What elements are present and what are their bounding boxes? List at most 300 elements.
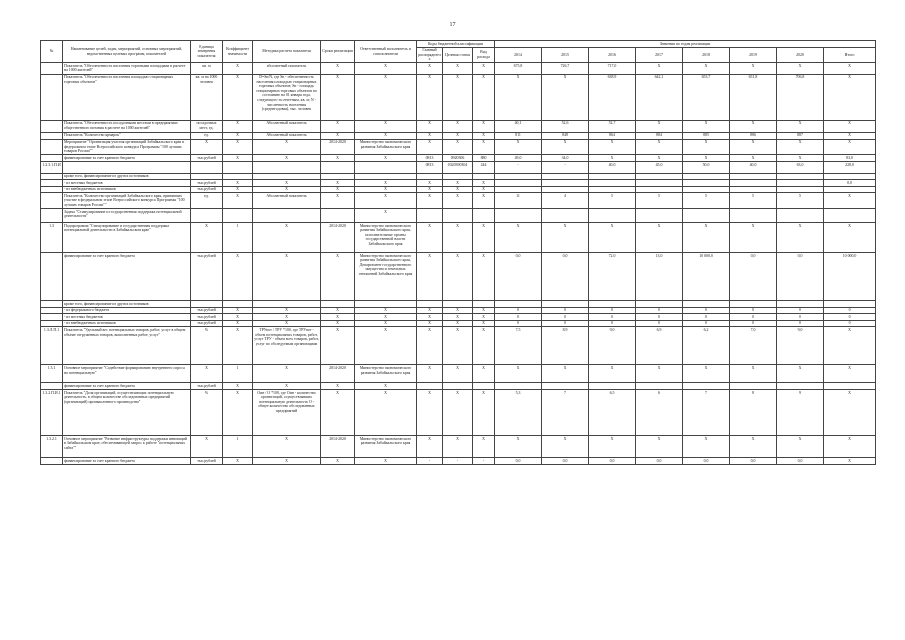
row-value-year: X — [777, 223, 824, 253]
row-term — [321, 162, 355, 173]
row-resp: X — [355, 209, 417, 223]
row-value-year — [495, 383, 542, 390]
table-row — [41, 458, 876, 465]
table-row — [41, 193, 876, 209]
row-method: Оин / О *100, где Оин - количество организаций, осуществлявших потенциальную деятельность О - общее количество обследованных предприятий — [253, 390, 321, 436]
row-unit: тыс.рублей — [191, 307, 223, 314]
row-value-year: 0 — [542, 314, 589, 321]
row-value-year: 0,0 — [683, 458, 730, 465]
row-name: кроме того, финансирование из других источников: — [63, 301, 191, 308]
row-num — [41, 209, 63, 223]
row-value-year: 34,0 — [542, 155, 589, 162]
row-code-vr: X — [473, 120, 495, 132]
row-value-year: 6 — [636, 390, 683, 436]
row-value-year: 0 — [589, 307, 636, 314]
row-value-year: - — [495, 162, 542, 173]
table-row — [41, 383, 876, 390]
row-value-year: 45,0 — [636, 162, 683, 173]
row-value-year — [777, 209, 824, 223]
row-value-year: 0 — [683, 307, 730, 314]
row-resp: Министерство экономического развития Забайкальского края — [355, 365, 417, 383]
row-unit: кв. м — [191, 63, 223, 74]
row-term: X — [321, 63, 355, 74]
row-name: Показатель "Обеспеченность населения торговыми площадями в расчете на 1000 жителей" — [63, 63, 191, 74]
row-value-total: 0 — [824, 320, 876, 327]
table-row — [41, 223, 876, 253]
row-value-year: 63,0 — [777, 162, 824, 173]
row-method: X — [253, 436, 321, 458]
row-name: Основное мероприятие "Развитие инфраструктуры поддержки инноваций в Забайкальском крае, обеспечивающей запрос к работе "потенциальных сайта"" — [63, 436, 191, 458]
row-value-year: X — [589, 365, 636, 383]
row-coef: X — [223, 390, 253, 436]
row-value-year — [683, 209, 730, 223]
row-value-total: X — [824, 365, 876, 383]
row-value-total — [824, 383, 876, 390]
row-method: X — [253, 365, 321, 383]
row-term: 2014-2020 — [321, 365, 355, 383]
row-value-year — [730, 186, 777, 193]
row-coef — [223, 301, 253, 308]
row-coef: X — [223, 320, 253, 327]
row-term: X — [321, 253, 355, 301]
table-row — [41, 320, 876, 327]
row-method: Абсолютный показатель — [253, 132, 321, 139]
row-value-year: 4 — [542, 193, 589, 209]
row-code-grbs — [417, 209, 443, 223]
row-num — [41, 383, 63, 390]
row-value-year: 5 — [589, 193, 636, 209]
row-method — [253, 209, 321, 223]
row-value-year: 0 — [495, 320, 542, 327]
row-value-year — [495, 173, 542, 180]
row-value-year: X — [542, 223, 589, 253]
row-code-vr: 880 — [473, 155, 495, 162]
row-method: D=Sn/N, где Sn - обеспеченность населения площадью стационарных торговых объектов; Sn - площадь стационарных торговых объектов по состоянию на 01 января года, следующего за отчетным, кв. м; N - численность населения (среднегодовая), тыс. человек — [253, 74, 321, 120]
row-value-year: 0 — [542, 320, 589, 327]
row-value-year: 6,2 — [683, 327, 730, 365]
row-term: X — [321, 458, 355, 465]
header-method: Методика расчета показателя — [253, 41, 321, 63]
row-value-year — [730, 209, 777, 223]
row-resp: X — [355, 186, 417, 193]
row-value-year: X — [730, 155, 777, 162]
row-code-cs: X — [443, 139, 473, 155]
row-value-total: X — [824, 193, 876, 209]
header-term: Сроки реализации — [321, 41, 355, 63]
row-value-year: 0,0 — [777, 253, 824, 301]
row-code-grbs — [417, 173, 443, 180]
row-resp: X — [355, 327, 417, 365]
row-name: Показатель "Удельный вес потенциальных товаров, работ, услуг в общем объеме отгруженных товаров, выполненных работ, услуг" — [63, 327, 191, 365]
row-resp: Министерство экономического развития Забайкальского края, Департамент государственного имущества и земельных отношений Забайкальского края — [355, 253, 417, 301]
row-value-year — [542, 173, 589, 180]
row-value-year — [542, 301, 589, 308]
row-value-year — [636, 180, 683, 187]
row-name — [63, 162, 191, 173]
row-value-year — [589, 209, 636, 223]
row-value-year — [636, 186, 683, 193]
row-code-grbs: X — [417, 139, 443, 155]
row-code-cs — [443, 383, 473, 390]
row-code-cs: 0920306 — [443, 155, 473, 162]
row-value-year — [683, 180, 730, 187]
row-resp: X — [355, 458, 417, 465]
row-method: X — [253, 180, 321, 187]
row-value-total: 0 — [824, 314, 876, 321]
row-value-year: 675,8 — [495, 63, 542, 74]
row-value-year: 0,0 — [730, 458, 777, 465]
row-coef — [223, 162, 253, 173]
row-coef: 1 — [223, 436, 253, 458]
table-row — [41, 180, 876, 187]
row-value-year: X — [636, 63, 683, 74]
row-term — [321, 173, 355, 180]
row-code-vr: X — [473, 307, 495, 314]
row-value-year: 72,0 — [589, 253, 636, 301]
row-num: 1.2.3.1.П.И. — [42, 162, 61, 172]
row-value-year — [777, 301, 824, 308]
row-code-grbs: 0813 — [417, 155, 443, 162]
header-code-cs: Целевая статья — [443, 47, 473, 63]
row-unit: тыс.рублей — [191, 320, 223, 327]
row-num — [41, 307, 63, 314]
row-method: Абсолютный показатель — [253, 193, 321, 209]
header-resp: Ответственный исполнитель и соисполнители — [355, 41, 417, 63]
row-coef: X — [223, 63, 253, 74]
row-term: X — [321, 390, 355, 436]
row-value-year: X — [730, 63, 777, 74]
table-row — [41, 120, 876, 132]
table-row — [41, 139, 876, 155]
row-value-year: 717,0 — [589, 63, 636, 74]
row-value-year — [730, 173, 777, 180]
row-value-year: 8,9 — [542, 327, 589, 365]
row-code-cs: X — [443, 193, 473, 209]
row-num — [41, 320, 63, 327]
row-value-year — [495, 180, 542, 187]
row-num — [41, 193, 63, 209]
row-value-year: 8 — [730, 390, 777, 436]
row-value-year: X — [777, 365, 824, 383]
row-unit — [191, 162, 223, 173]
header-codes: Коды бюджетной классификации — [417, 41, 495, 48]
row-code-vr: X — [473, 63, 495, 74]
row-value-year: X — [730, 365, 777, 383]
row-num: 1.3.2.П.И.1 — [41, 390, 63, 436]
row-value-year: 0,0 — [495, 458, 542, 465]
row-value-year: 0 — [495, 307, 542, 314]
row-resp: Министерство экономического развития Забайкальского края, исполнительные органы государственной власти Забайкальского края — [355, 223, 417, 253]
row-value-year: X — [730, 223, 777, 253]
row-code-cs: X — [443, 253, 473, 301]
row-value-year: X — [542, 74, 589, 120]
row-num: 1.3.2.1 — [41, 436, 63, 458]
row-value-year: 5 — [683, 193, 730, 209]
row-value-year — [542, 186, 589, 193]
row-code-grbs: X — [417, 180, 443, 187]
header-code-grbs: Главный распорядитель — [418, 48, 441, 62]
row-value-year: 0 — [777, 314, 824, 321]
header-year: 2018 — [683, 47, 730, 63]
row-code-vr — [473, 301, 495, 308]
row-value-total: X — [824, 458, 876, 465]
row-term: X — [321, 120, 355, 132]
row-value-year: 651,8 — [730, 74, 777, 120]
row-resp: X — [355, 193, 417, 209]
row-value-year: X — [777, 436, 824, 458]
row-code-cs: X — [443, 186, 473, 193]
header-year: 2017 — [636, 47, 683, 63]
row-unit: X — [191, 223, 223, 253]
row-value-year: 726,7 — [542, 63, 589, 74]
row-code-cs: X — [443, 63, 473, 74]
header-year: 2019 — [730, 47, 777, 63]
row-coef: X — [223, 180, 253, 187]
row-value-year: 5,3 — [495, 390, 542, 436]
row-code-grbs: - — [417, 458, 443, 465]
row-value-year — [636, 173, 683, 180]
row-value-year: X — [683, 223, 730, 253]
table-row — [41, 63, 876, 74]
row-value-year: 0 — [777, 307, 824, 314]
row-coef: X — [223, 74, 253, 120]
row-code-vr: X — [473, 253, 495, 301]
table-row — [41, 436, 876, 458]
row-method: X — [253, 253, 321, 301]
row-code-grbs: X — [417, 390, 443, 436]
row-value-year: 887 — [777, 132, 824, 139]
row-value-year — [589, 173, 636, 180]
row-value-year: 50,0 — [683, 162, 730, 173]
row-value-total: X — [824, 63, 876, 74]
row-name: - из внебюджетных источников — [63, 320, 191, 327]
row-name: - из местных бюджетов — [63, 180, 191, 187]
table-row — [41, 301, 876, 308]
row-name: - из внебюджетных источников — [63, 186, 191, 193]
row-value-total: X — [824, 132, 876, 139]
header-year: 2016 — [589, 47, 636, 63]
row-code-grbs — [417, 301, 443, 308]
row-coef: X — [223, 327, 253, 365]
row-value-year: 0 — [636, 314, 683, 321]
row-code-grbs: X — [417, 320, 443, 327]
row-value-year: 49,0 — [495, 155, 542, 162]
row-value-year: 9,0 — [777, 327, 824, 365]
row-value-year: 885 — [683, 132, 730, 139]
row-value-year — [636, 383, 683, 390]
row-num: 1.3.Л.П.1 — [41, 327, 63, 365]
row-value-year: X — [542, 436, 589, 458]
row-method: ТРУпот / ТРУ *100, где ТРУпот - объем потенциальных товаров, работ, услуг ТРУ - объем всех товаров, работ, услуг по обследуемым организациям — [253, 327, 321, 365]
row-term: X — [321, 307, 355, 314]
row-value-year: 6,9 — [636, 327, 683, 365]
row-unit: X — [191, 436, 223, 458]
row-value-year: X — [495, 223, 542, 253]
row-value-year: X — [683, 63, 730, 74]
row-term: 2014-2020 — [321, 139, 355, 155]
row-value-total — [824, 173, 876, 180]
row-value-year: 0,0 — [542, 458, 589, 465]
row-value-year: 0 — [589, 314, 636, 321]
row-value-year — [777, 180, 824, 187]
table-row — [41, 209, 876, 223]
row-resp: X — [355, 132, 417, 139]
table-row — [41, 173, 876, 180]
row-name: финансирование за счет краевого бюджета — [63, 155, 191, 162]
row-code-cs: X — [443, 320, 473, 327]
row-num — [41, 120, 63, 132]
row-coef: 1 — [223, 365, 253, 383]
row-value-year: X — [636, 436, 683, 458]
row-value-year: 0,0 — [589, 458, 636, 465]
row-code-grbs: X — [417, 132, 443, 139]
row-value-year: X — [589, 436, 636, 458]
row-resp — [355, 162, 417, 173]
row-value-total: X — [824, 390, 876, 436]
row-value-year: 0,0 — [542, 253, 589, 301]
row-coef: X — [223, 155, 253, 162]
row-method: X — [253, 139, 321, 155]
row-value-year — [495, 209, 542, 223]
row-value-year: 7,0 — [730, 327, 777, 365]
row-value-total — [824, 209, 876, 223]
row-code-cs: X — [443, 365, 473, 383]
row-name: - из местных бюджетов — [63, 314, 191, 321]
row-value-year: 638,9 — [589, 74, 636, 120]
row-name: Показатель "Доля организаций, осуществляющих потенциальную деятельность, в общем количестве обследованных предприятий (организаций) промышленного производства" — [63, 390, 191, 436]
row-num — [41, 314, 63, 321]
row-code-vr: X — [473, 320, 495, 327]
row-coef — [223, 209, 253, 223]
row-num — [41, 139, 63, 155]
row-value-year: 0 — [683, 314, 730, 321]
row-value-total: 0,0 — [824, 180, 876, 187]
row-num — [41, 173, 63, 180]
row-value-year: 13,0 — [636, 253, 683, 301]
row-value-total: X — [824, 223, 876, 253]
row-name: Показатель "Обеспеченность посадочными местами в предприятиях общественного питания в расчете на 1000 жителей" — [63, 120, 191, 132]
row-code-cs: X — [443, 223, 473, 253]
row-value-year: X — [683, 436, 730, 458]
row-coef: X — [223, 193, 253, 209]
row-value-year: X — [683, 365, 730, 383]
row-value-year: X — [683, 155, 730, 162]
row-resp: X — [355, 63, 417, 74]
row-value-year: 0,0 — [730, 253, 777, 301]
row-term: X — [321, 314, 355, 321]
row-value-year: 0 — [589, 320, 636, 327]
table-row — [41, 162, 876, 173]
row-value-year — [589, 186, 636, 193]
row-term — [321, 301, 355, 308]
row-value-year: 6,5 — [589, 390, 636, 436]
row-value-year: 0 — [636, 320, 683, 327]
row-code-grbs: X — [417, 120, 443, 132]
row-method — [253, 301, 321, 308]
row-value-year: X — [589, 139, 636, 155]
row-method — [253, 162, 321, 173]
row-unit: X — [191, 139, 223, 155]
row-value-year: 811 — [495, 132, 542, 139]
table-row — [41, 155, 876, 162]
row-code-cs: - — [443, 458, 473, 465]
row-value-year — [730, 180, 777, 187]
row-value-year: X — [589, 223, 636, 253]
row-value-year — [542, 180, 589, 187]
row-resp: X — [355, 180, 417, 187]
header-unit: Единица измерения показателя — [191, 41, 223, 63]
row-unit: X — [191, 365, 223, 383]
row-code-grbs: X — [417, 327, 443, 365]
page-number: 17 — [449, 22, 456, 28]
row-code-vr: X — [473, 436, 495, 458]
row-value-total: 0 — [824, 307, 876, 314]
row-value-year: 0 — [495, 314, 542, 321]
row-value-year: 5 — [636, 193, 683, 209]
row-name: Показатель "Количество ярмарок" — [63, 132, 191, 139]
row-name: кроме того, финансирование из других источников: — [63, 173, 191, 180]
row-code-cs: X — [443, 120, 473, 132]
row-code-cs: 0320390304 — [443, 162, 473, 173]
row-code-cs: X — [443, 180, 473, 187]
row-resp: X — [355, 307, 417, 314]
row-code-grbs: X — [417, 186, 443, 193]
row-value-year: 0 — [730, 307, 777, 314]
row-resp: X — [355, 155, 417, 162]
row-term: X — [321, 327, 355, 365]
row-code-vr: X — [473, 390, 495, 436]
row-term: X — [321, 186, 355, 193]
row-value-year: 0,0 — [636, 458, 683, 465]
row-resp: X — [355, 314, 417, 321]
row-code-cs — [443, 173, 473, 180]
row-value-total: 83,0 — [824, 155, 876, 162]
row-value-year: X — [636, 365, 683, 383]
row-num — [41, 301, 63, 308]
row-code-cs — [443, 209, 473, 223]
row-name: Показатель "Обеспеченность населения площадью стационарных торговых объектов" — [63, 74, 191, 120]
row-code-vr: X — [473, 132, 495, 139]
row-method: Абсолютный показатель — [253, 120, 321, 132]
row-method: X — [253, 320, 321, 327]
row-coef: X — [223, 120, 253, 132]
row-value-year: 5 — [777, 193, 824, 209]
row-method: X — [253, 186, 321, 193]
row-code-vr — [473, 383, 495, 390]
row-resp: Министерство экономического развития Забайкальского края — [355, 139, 417, 155]
row-name: Основное мероприятие "Содействие формированию внутреннего спроса на потенциальную" — [63, 365, 191, 383]
row-name: Задача "Стимулирование и государственная поддержка потенциальной деятельности" — [63, 209, 191, 223]
header-year: 2020 — [777, 47, 824, 63]
row-value-year: X — [636, 139, 683, 155]
row-method: X — [253, 155, 321, 162]
row-value-year: 40,1 — [495, 120, 542, 132]
row-value-year: 0,0 — [777, 458, 824, 465]
row-name: Показатель "Количество организаций Забайкальского края, принявших участие в федеральном этапе Всероссийского конкурса Программы "100 лучших товаров России"" — [63, 193, 191, 209]
table-row — [41, 390, 876, 436]
row-unit: тыс.рублей — [191, 314, 223, 321]
row-value-year: X — [495, 74, 542, 120]
row-method: X — [253, 314, 321, 321]
row-code-vr: X — [473, 74, 495, 120]
row-code-cs: X — [443, 307, 473, 314]
row-value-year — [777, 383, 824, 390]
row-value-year: X — [636, 155, 683, 162]
row-value-year: X — [730, 120, 777, 132]
table-row — [41, 327, 876, 365]
row-code-cs — [443, 301, 473, 308]
row-value-year — [542, 209, 589, 223]
